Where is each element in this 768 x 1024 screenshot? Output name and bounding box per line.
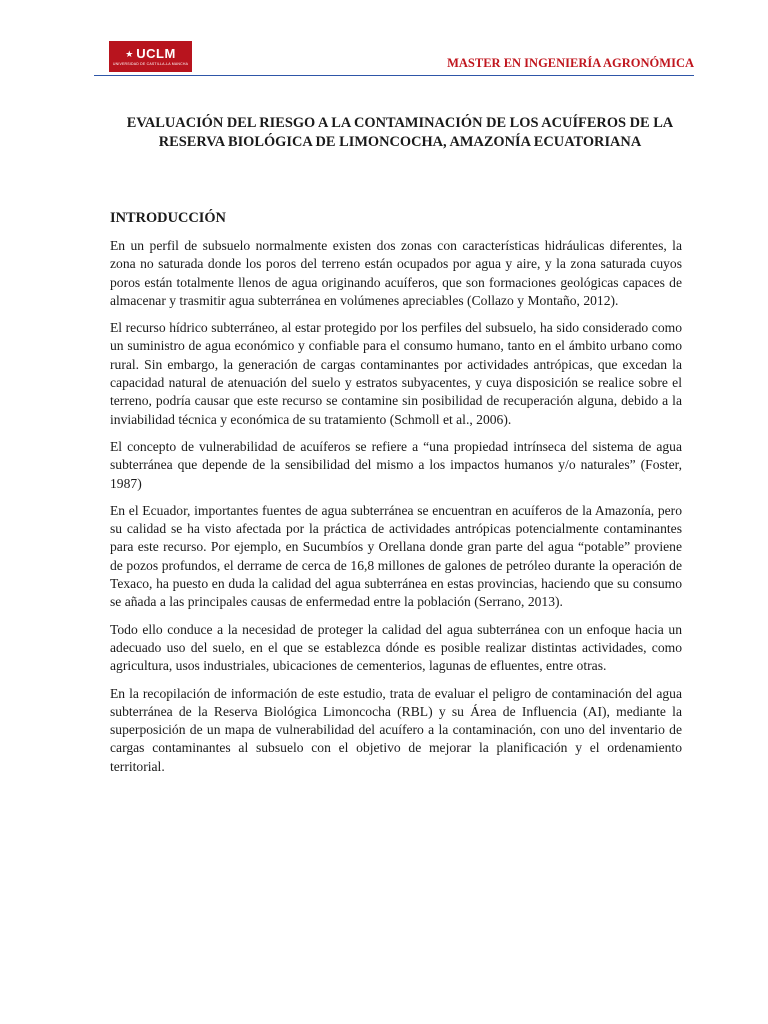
- master-label: MASTER EN INGENIERÍA AGRONÓMICA: [447, 56, 694, 70]
- university-crest-icon: ★: [125, 48, 134, 59]
- document-body: [110, 237, 682, 785]
- paragraph: Todo ello conduce a la necesidad de proteger la calidad del agua subterránea con un enfoque hacia un adecuado uso del suelo, en el que se establezca dónde es posible realizar distintas actividades, como agricultura, usos industriales, ubicaciones de cementerios, lagunas de efluentes, entre otras.: [110, 621, 682, 674]
- document-title: EVALUACIÓN DEL RIESGO A LA CONTAMINACIÓN DE LOS ACUÍFEROS DE LA RESERVA BIOLÓGICA DE LIMONCOCHA, AMAZONÍA ECUATORIANA: [126, 115, 674, 150]
- paragraph: El concepto de vulnerabilidad de acuíferos se refiere a “una propiedad intrínseca del sistema de agua subterránea que depende de la sensibilidad del mismo a los impactos humanos y/o naturales” (Foster, 1987): [110, 438, 682, 491]
- section-heading: INTRODUCCIÓN: [110, 210, 226, 226]
- paragraph: El recurso hídrico subterráneo, al estar protegido por los perfiles del subsuelo, ha sido considerado como un suministro de agua económico y confiable para el consumo humano, tanto en el ámbito urbano como rural. Sin embargo, la generación de cargas contaminantes por actividades antrópicas, que excedan la capacidad natural de atenuación del suelo y estratos subyacentes, y cuya disposición se realice sobre el terreno, podría causar que este recurso se contamine sin posibilidad de recuperación alguna, debido a la inviabilidad técnica y económica de su tratamiento (Schmoll et al., 2006).: [110, 320, 682, 427]
- paragraph: En un perfil de subsuelo normalmente existen dos zonas con características hidráulicas diferentes, la zona no saturada donde los poros del terreno están ocupados por agua y aire, y la zona saturada cuyos poros están totalmente llenos de agua originando acuíferos, que son formaciones geológicas capaces de almacenar y trasmitir agua subterránea en volúmenes apreciables (Collazo y Montaño, 2012).: [110, 238, 682, 308]
- page-header: [0, 0, 768, 80]
- logo-row: [125, 47, 176, 61]
- logo-text: UCLM: [136, 46, 176, 61]
- paragraph: En la recopilación de información de este estudio, trata de evaluar el peligro de contaminación del agua subterránea de la Reserva Biológica Limoncocha (RBL) y su Área de Influencia (AI), mediante la superposición de un mapa de vulnerabilidad del acuífero a la contaminación, con uno del inventario de cargas contaminantes al subsuelo con el objetivo de mejorar la planificación y el ordenamiento territorial.: [110, 685, 682, 774]
- paragraph: En el Ecuador, importantes fuentes de agua subterránea se encuentran en acuíferos de la Amazonía, pero su calidad se ha visto afectada por la práctica de actividades antrópicas potencialmente contaminantes para este recurso. Por ejemplo, en Sucumbíos y Orellana donde gran parte del agua “potable” proviene de pozos profundos, el derrame de cerca de 16,8 millones de galones de petróleo durante la operación de Texaco, ha puesto en duda la calidad del agua subterránea en estas provincias, haciendo que su consumo se añada a las principales causas de enfermedad entre la población (Serrano, 2013).: [110, 502, 682, 610]
- logo-subtext: UNIVERSIDAD DE CASTILLA-LA MANCHA: [112, 62, 189, 66]
- header-divider: [94, 75, 694, 76]
- uclm-logo: [109, 41, 192, 72]
